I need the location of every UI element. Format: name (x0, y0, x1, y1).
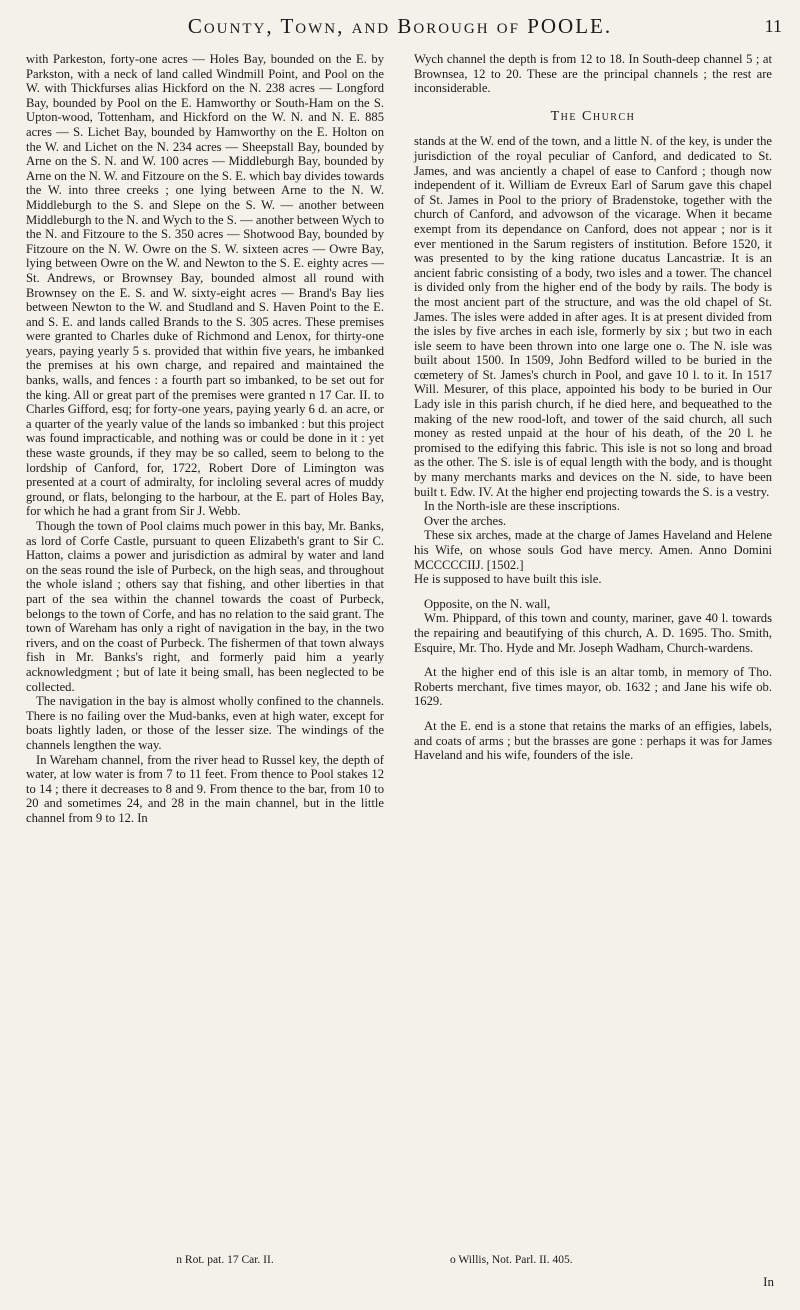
paragraph: At the E. end is a stone that retains the marks of an effigies, labels, and coats of arms ; but the brasses are gone : perhaps it was for James Haveland and his wife, founders of the isle. (414, 718, 772, 763)
paragraph: Wych channel the depth is from 12 to 18. In South-deep channel 5 ; at Brownsea, 12 to 20. These are the principal channels ; the rest are inconsiderable. (414, 52, 772, 96)
paragraph: At the higher end of this isle is an altar tomb, in memory of Tho. Roberts merchant, five times mayor, ob. 1632 ; and Jane his wife ob. 1629. (414, 665, 772, 709)
right-column (414, 52, 772, 763)
paragraph: stands at the W. end of the town, and a little N. of the key, is under the jurisdiction of the royal peculiar of Canford, and dedicated to St. James, and was anciently a chapel of ease to Canford ; though now independent of it. William de Evreux Earl of Sarum gave this chapel of St. James in Pool to the priory of Bradenstoke, together with the church of Canford, and advowson of the vicarage. When it became exempt from its dependance on Canford, does not appear ; nor is it ever mentioned in the Sarum registers of institution. Before 1520, it was presented to by the king ratione ducatus Lancastriæ. It is an ancient fabric consisting of a body, two isles and a tower. The chancel is divided only from the higher end of the body by rails. The body is the most ancient part of the structure, and was the old chapel of St. James. The isles were added in after ages. It is at present divided from the isles by five arches in each isle, formerly by six ; but two in each isle seem to have been thrown into one large one o. The N. isle was built about 1500. In 1509, John Bedford willed to be buried in the cœmetery of St. James's church in Pool, and gave 10 l. to it. In 1517 Will. Mesurer, of this place, appointed his body to be buried in Our Lady isle in this parish church, if he died here, and bequeathed to the making of the new rood-loft, and tower of the said church, all such money as rested unpaid at the hour of his death, of the 20 l. he promised to the edifying this fabric. This isle is not so long and broad as the other. The S. isle is of equal length with the body, and is thought by many merchants marks and devices on the N. side, to have been built t. Edw. IV. At the higher end projecting towards the S. is a vestry. (414, 134, 772, 499)
paragraph: In Wareham channel, from the river head to Russel key, the depth of water, at low water is from 7 to 11 feet. From thence to Pool stakes 12 to 14 ; there it decreases to 8 and 9. From thence to the bar, from 10 to 20 and sometimes 24, and 28 in the main channel, but in the little channel from 9 to 12. In (26, 752, 384, 825)
footnote: o Willis, Not. Parl. II. 405. (450, 1254, 573, 1266)
over-arches-label: Over the arches. (424, 513, 507, 528)
inscriptions-intro: In the North-isle are these inscriptions. (424, 499, 620, 514)
paragraph: The navigation in the bay is almost wholly confined to the channels. There is no failing over the Mud-banks, even at high water, except for boats lightly laden, or those of the lesser size. The windings of the channels lengthen the way. (26, 694, 384, 752)
inscription-text: Wm. Phippard, of this town and county, mariner, gave 40 l. towards the repairing and beautifying of this church, A. D. 1695. Tho. Smith, Esquire, Mr. Tho. Hyde and Mr. Joseph Wadham, Church-wardens. (414, 611, 772, 655)
paragraph: Though the town of Pool claims much power in this bay, Mr. Banks, as lord of Corfe Castle, pursuant to queen Elizabeth's grant to Sir C. Hatton, claims a power and jurisdiction as admiral by water and land on the seas round the isle of Purbeck, on the high seas, and throughout the whole island ; others say that fishing, and other liberties in that part of the sea within the channel towards the coast of Purbeck, belongs to the town of Corfe, and has no relation to the said grant. The town of Wareham has only a right of navigation in the bay, in the two rivers, and on the coast of Purbeck. The fishermen of that town always fish in Mr. Banks's right, and formerly paid him a yearly acknowledgment ; but of late it being small, has been neglected to be collected. (26, 519, 384, 694)
inscription-text: These six arches, made at the charge of James Haveland and Helene his Wife, on whose souls God have mercy. Amen. Anno Domini MCCCCCIIJ. [1502.] (414, 528, 772, 572)
inscription-note: He is supposed to have built this isle. (414, 572, 602, 587)
opposite-label: Opposite, on the N. wall, (424, 596, 551, 611)
catchword: In (763, 1274, 774, 1289)
page-number: 11 (764, 16, 782, 36)
paragraph: with Parkeston, forty-one acres — Holes Bay, bounded on the E. by Parkston, with a neck of land called Windmill Point, and Pool on the W. with Thickfurses alias Hickford on the N. 238 acres — Longford Bay, bounded by Pool on the E. Hamworthy or South-Ham on the S. Upton-wood, Tottenham, and Hickford on the W. N. and N. E. 885 acres — S. Lichet Bay, bounded by Hamworthy on the E. Holton on the W. and Lichet on the N. 234 acres — Sheepstall Bay, bounded by Arne on the S. N. and W. 100 acres — Middleburgh Bay, bounded by Arne on the N. W. and Fitzoure on the S. E. which bay divides towards the W. into three creeks ; one lying between Arne to the N. W. Middleburgh to the S. and Slepe on the S. W. — another between Middleburgh to the N. and Wych to the S. — another between Wych to the N. and Fitzoure to the S. 350 acres — Shotwood Bay, bounded by Fitzoure on the N. W. Owre on the S. W. sixteen acres — Owre Bay, lying between Owre on the W. and Newton to the S. E. eighty acres — St. Andrews, or Brownsey Bay, bounded almost all round with Brownsey on the E. S. and W. sixty-eight acres — Brand's Bay lies between Newton to the W. and Studland and S. Haven Point to the E. and S. E. and lands called Brands to the S. 305 acres. These premises were granted to Charles duke of Richmond and Lenox, for thirty-one years, paying yearly 5 s. provided that within five years, he imbanked the premises at his own charge, and repaired and maintained the banks, walls, and fences : a fourth part so imbanked, to be set out for the king. All or great part of the premises were granted n 17 Car. II. to Charles Gifford, esq; for forty-one years, paying yearly 6 d. an acre, or a quarter of the yearly value of the lands so imbanked : but this project was found impracticable, and nothing was or could be done in it : yet these waste grounds, if they may be so called, seem to belong to the lordship of Canford, for, 1722, Robert Dore of Limington was presented at a court of admiralty, for incloling several acres of muddy ground, or flats, belonging to the harbour, at the E. part of Holes Bay, for which he had a grant from Sir J. Webb. (26, 52, 384, 519)
section-title: The Church (550, 108, 636, 124)
left-column (26, 52, 384, 825)
footnote: n Rot. pat. 17 Car. II. (176, 1254, 274, 1266)
running-head: County, Town, and Borough of POOLE. (187, 14, 613, 38)
